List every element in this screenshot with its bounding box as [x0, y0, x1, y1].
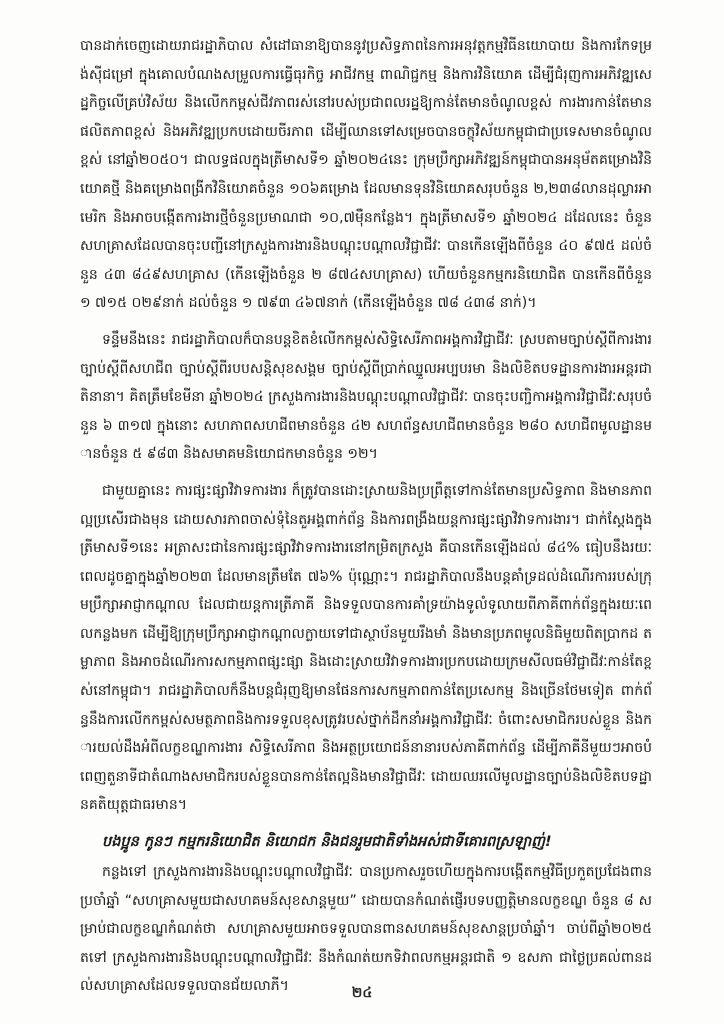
paragraph-professional-organizations: ទន្ទឹមនឹងនេះ រាជរដ្ឋាភិបាលក៏បានបន្តខិតខំលើកកម្ពស់សិទ្ធិសេរីភាពអង្គការវិជ្ជាជីវៈ ស្របតាមច្បាប់ស្តីពីការងារ ច្បាប់ស្តីពីសហជីព ច្បាប់ស្តីពីរបបសន្តិសុខសង្គម ច្បាប់ស្តីពីប្រាក់ឈ្នួលអប្បបរមា និងលិខិតបទដ្ឋានការងារអន្តរជាតិនានា។ គិតត្រឹមខែមីនា ឆ្នាំ២០២៤ ក្រសួងការងារនិងបណ្តុះបណ្តាលវិជ្ជាជីវៈ បានចុះបញ្ជិកាអង្គការវិជ្ជាជីវៈសរុបចំនួន ៦ ៣១៧ ក្នុងនោះ សហភាពសហជីពមានចំនួន ៤២ សហព័ន្ធសហជីពមានចំនួន ២៨០ សហជីពមូលដ្ឋានមានចំនួន ៥ ៩៨៣ និងសមាគមនិយោជកមានចំនួន ១២។: [80, 331, 652, 463]
page-number: ២៤: [351, 985, 373, 1001]
body-text: [80, 32, 652, 1009]
paragraph-investment: បានដាក់ចេញដោយរាជរដ្ឋាភិបាល សំដៅធានាឱ្យបាននូវប្រសិទ្ធភាពនៃការអនុវត្តកម្មវិធីនយោបាយ និងការកែទម្រង់ស៊ីជម្រៅ ក្នុងគោលបំណងសម្រួលការធ្វើធុរកិច្ច អាជីវកម្ម ពាណិជ្ជកម្ម និងការវិនិយោគ ដើម្បីជំរុញការអភិវឌ្ឍសេដ្ឋកិច្ចលើគ្រប់វិស័យ និងលើកកម្ពស់ជីវភាពរស់នៅរបស់ប្រជាពលរដ្ឋឱ្យកាន់តែមានចំណូលខ្ពស់ ការងារកាន់តែមានផលិតភាពខ្ពស់ និងអភិវឌ្ឍប្រកបដោយចីរភាព ដើម្បីឈានទៅសម្រេចបានចក្ខុវិស័យកម្ពុជាជាប្រទេសមានចំណូលខ្ពស់ នៅឆ្នាំ២០៥០។ ជាលទ្ធផលក្នុងត្រីមាសទី១ ឆ្នាំ២០២៤នេះ ក្រុមប្រឹក្សាអភិវឌ្ឍន៍កម្ពុជាបានអនុម័តគម្រោងវិនិយោគថ្មី និងគម្រោងពង្រីកវិនិយោគចំនួន ១០៦គម្រោង ដែលមានទុនវិនិយោគសរុបចំនួន ២,២៣៨លានដុល្លារអាមេរិក និងអាចបង្កើតការងារថ្មីចំនួនប្រមាណជា ១០,៧ម៉ឺនកន្លែង។ ក្នុងត្រីមាសទី១ ឆ្នាំ២០២៤ ដដែលនេះ ចំនួនសហគ្រាសដែលបានចុះបញ្ជីនៅក្រសួងការងារនិងបណ្តុះបណ្តាលវិជ្ជាជីវៈ បានកើនឡើងពីចំនួន ៤០ ៩៧៥ ដល់ចំនួន ៤៣ ៨៤៩សហគ្រាស (កើនឡើងចំនួន ២ ៨៧៤សហគ្រាស) ហើយចំនួនកម្មករនិយោជិត បានកើនពីចំនួន ១ ៧១៥ ០២៩នាក់ ដល់ចំនួន ១ ៧៩៣ ៤៦៧នាក់ (កើនឡើងចំនួន ៧៨ ៤៣៨ នាក់)។: [80, 38, 652, 312]
section-heading: បងប្អូន កូនៗ កម្មករនិយោជិត និយោជក និងជនរួមជាតិទាំងអស់ជាទីគោរពស្រឡាញ់!: [102, 834, 552, 851]
paragraph-award-program: កន្លងទៅ ក្រសួងការងារនិងបណ្តុះបណ្តាលវិជ្ជាជីវៈ បានប្រកាសរួចហើយក្នុងការបង្កើតកម្មវិធីប្រកួតប្រជែងពានប្រចាំឆ្នាំ “សហគ្រាសមួយជាសហគមន៍សុខសាន្តមួយ” ដោយបានកំណត់ផ្ញើរបទបញ្ញត្តិមានលក្ខខណ្ឌ ចំនួន ៨ សម្រាប់ជាលក្ខខណ្ឌកំណត់ថា សហគ្រាសមួយអាចទទួលបានពានសហគមន៍សុខសាន្តប្រចាំឆ្នាំ។ ចាប់ពីឆ្នាំ២០២៥ តទៅ ក្រសួងការងារនិងបណ្តុះបណ្តាលវិជ្ជាជីវៈ នឹងកំណត់យកទិវាពលកម្មអន្តរជាតិ ១ ឧសភា ជាថ្ងៃប្រគល់ពានដល់សហគ្រាសដែលទទួលបានជ័យលាភី។: [80, 864, 652, 995]
paragraph-labor-dispute-resolution: ជាមួយគ្នានេះ ការផ្សះផ្សាវិវាទការងារ ក៏ត្រូវបានដោះស្រាយនិងប្រព្រឹត្តទៅកាន់តែមានប្រសិទ្ធភាព និងមានភាពល្អប្រសើរជាងមុន ដោយសារភាពចាស់ទុំនៃតួអង្គពាក់ព័ន្ធ និងការពង្រឹងយន្តការផ្សះផ្សាវិវាទការងារ។ ជាក់ស្តែងក្នុងត្រីមាសទី១នេះ អត្រាសះជានៃការផ្សះផ្សាវិវាទការងារនៅកម្រិតក្រសួង គឺបានកើនឡើងដល់ ៨៤% ធៀបនឹងរយៈពេលដូចគ្នាក្នុងឆ្នាំ២០២៣ ដែលមានត្រឹមតែ ៧៦% ប៉ុណ្ណោះ។ រាជរដ្ឋាភិបាលនឹងបន្តគាំទ្រដល់ដំណើរការរបស់ក្រុមប្រឹក្សាអាជ្ញាកណ្តាល ដែលជាយន្តការត្រីភាគី និងទទួលបានការគាំទ្រយ៉ាងទូលំទូលាយពីភាគីពាក់ព័ន្ធក្នុងរយៈពេលកន្លងមក ដើម្បីឱ្យក្រុមប្រឹក្សាអាជ្ញាកណ្តាលក្លាយទៅជាស្ថាប័នមួយរឹងមាំ និងមានប្រភពមូលនិធិមួយពិតប្រាកដ តម្លាភាព និងអាចដំណើរការសកម្មភាពផ្សះផ្សា និងដោះស្រាយវិវាទការងារប្រកបដោយក្រមសីលធម៌វិជ្ជាជីវៈកាន់តែខ្ពស់នៅកម្ពុជា។ រាជរដ្ឋាភិបាលក៏នឹងបន្តជំរុញឱ្យមានផែនការសកម្មភាពកាន់តែប្រសេកម្ម និងច្រើនថែមទៀត ពាក់ព័ន្ធនឹងការលើកកម្ពស់សមត្ថភាពនិងការទទួលខុសត្រូវរបស់ថ្នាក់ដឹកនាំអង្គការវិជ្ជាជីវៈ ចំពោះសមាជិករបស់ខ្លួន និងការយល់ដឹងអំពីលក្ខខណ្ឌការងារ សិទ្ធិសេរីភាព និងអត្ថប្រយោជន៍នានារបស់ភាគីពាក់ព័ន្ធ ដើម្បីភាគីនីមួយៗអាចបំពេញតួនាទីជាតំណាងសមាជិករបស់ខ្លួនបានកាន់តែល្អនិងមានវិជ្ជាជីវៈ ដោយឈរលើមូលដ្ឋានច្បាប់និងលិខិតបទដ្ឋានគតិយុត្តជាធរមាន។: [80, 482, 652, 814]
